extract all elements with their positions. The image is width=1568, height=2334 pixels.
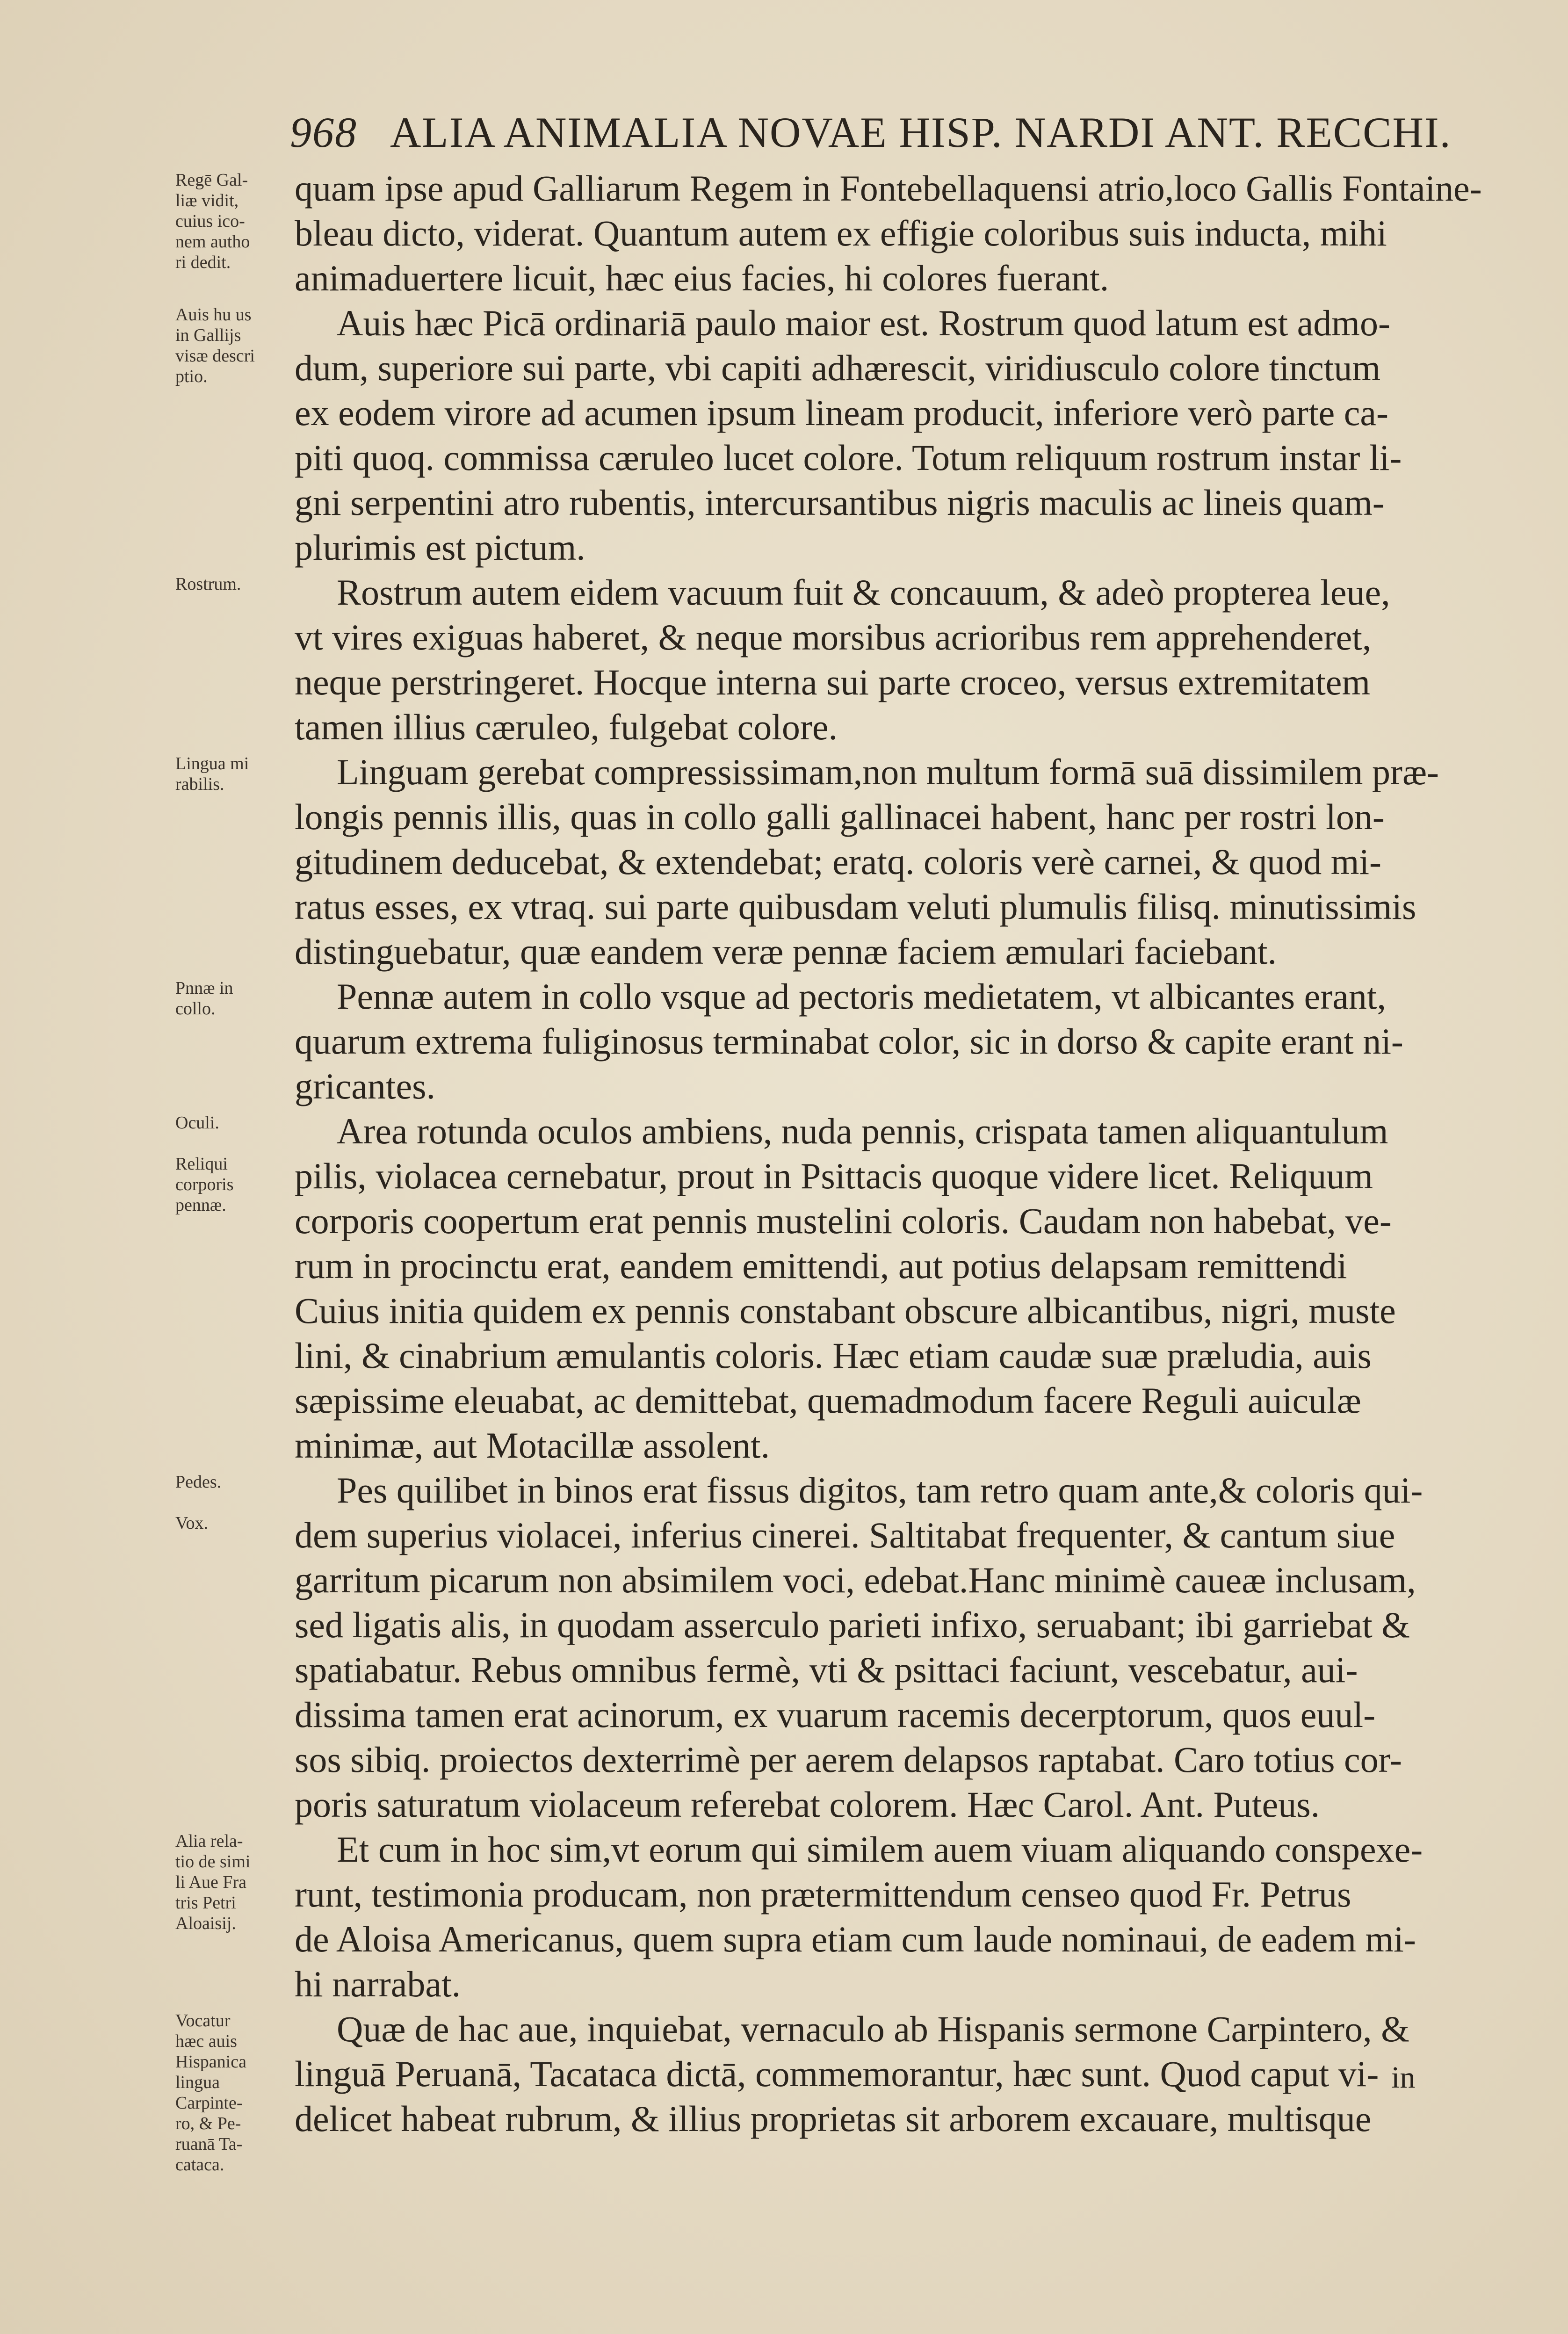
margin-note-line: visæ descri bbox=[175, 346, 255, 366]
running-title: ALIA ANIMALIA NOVAE HISP. NARDI ANT. RECCHI. bbox=[390, 108, 1452, 156]
catchword: in bbox=[1391, 2060, 1416, 2095]
margin-note-line: li Aue Fra bbox=[175, 1872, 246, 1892]
paragraph bbox=[295, 1827, 1464, 2007]
margin-note bbox=[175, 979, 290, 1020]
margin-note-line: nem autho bbox=[175, 232, 250, 252]
page-number: 968 bbox=[290, 108, 357, 156]
margin-note-line: Lingua mi bbox=[175, 754, 249, 773]
paragraph bbox=[295, 974, 1464, 1109]
text-line: pilis, violacea cernebatur, prout in Psittacis quoque videre licet. Reliquum bbox=[295, 1156, 1373, 1196]
margin-note bbox=[175, 575, 290, 595]
text-line: ex eodem virore ad acumen ipsum lineam producit, inferiore verò parte ca- bbox=[295, 392, 1389, 433]
paragraph bbox=[295, 2007, 1464, 2141]
text-line: tamen illius cæruleo, fulgebat colore. bbox=[295, 707, 838, 747]
paragraph bbox=[295, 1109, 1464, 1468]
margin-note bbox=[175, 2011, 290, 2176]
paragraph bbox=[295, 570, 1464, 750]
text-line: piti quoq. commissa cæruleo lucet colore. Totum reliquum rostrum instar li- bbox=[295, 437, 1402, 478]
text-line: lini, & cinabrium æmulantis coloris. Hæc etiam caudæ suæ præludia, auis bbox=[295, 1335, 1372, 1376]
text-line: quam ipse apud Galliarum Regem in Fontebellaquensi atrio,loco Gallis Fontaine- bbox=[295, 168, 1482, 209]
margin-note bbox=[175, 1113, 290, 1216]
text-line: Area rotunda oculos ambiens, nuda pennis, crispata tamen aliquantulum bbox=[337, 1111, 1388, 1151]
paragraph bbox=[295, 166, 1482, 301]
text-line: gricantes. bbox=[295, 1066, 436, 1106]
text-line: de Aloisa Americanus, quem supra etiam cum laude nominaui, de eadem mi- bbox=[295, 1919, 1416, 1959]
text-line: gni serpentini atro rubentis, intercursantibus nigris maculis ac lineis quam- bbox=[295, 482, 1385, 523]
margin-note-line: cuius ico- bbox=[175, 211, 245, 231]
margin-note-line: lingua bbox=[175, 2073, 220, 2092]
running-header bbox=[290, 108, 1452, 164]
margin-note-line: Alia rela- bbox=[175, 1831, 243, 1851]
margin-note-line: Aloaisij. bbox=[175, 1914, 236, 1933]
text-line: dissima tamen erat acinorum, ex vuarum racemis decerptorum, quos euul- bbox=[295, 1694, 1376, 1735]
text-line: dem superius violacei, inferius cinerei. Saltitabat frequenter, & cantum siue bbox=[295, 1515, 1395, 1555]
margin-note-line: Vox. bbox=[175, 1513, 209, 1533]
margin-note-line: collo. bbox=[175, 999, 216, 1019]
text-line: spatiabatur. Rebus omnibus fermè, vti & psittaci faciunt, vescebatur, aui- bbox=[295, 1649, 1358, 1690]
margin-note-line: tris Petri bbox=[175, 1893, 236, 1913]
text-line: Auis hæc Picā ordinariā paulo maior est. Rostrum quod latum est admo- bbox=[337, 303, 1390, 343]
margin-note-line: Reliqui bbox=[175, 1154, 228, 1174]
text-line: animaduertere licuit, hæc eius facies, hi colores fuerant. bbox=[295, 258, 1109, 298]
text-line: ratus esses, ex vtraq. sui parte quibusdam veluti plumulis filisq. minutissimis bbox=[295, 886, 1416, 927]
text-line: Quæ de hac aue, inquiebat, vernaculo ab Hispanis sermone Carpintero, & bbox=[337, 2009, 1409, 2049]
margin-note-line: rabilis. bbox=[175, 774, 224, 794]
text-line: Cuius initia quidem ex pennis constabant obscure albicantibus, nigri, muste bbox=[295, 1290, 1396, 1331]
margin-note-line: ptio. bbox=[175, 367, 208, 386]
margin-note-line: tio de simi bbox=[175, 1852, 251, 1872]
margin-note-line: Auis hu us bbox=[175, 305, 252, 325]
margin-note-line: pennæ. bbox=[175, 1195, 226, 1215]
margin-note-line: hæc auis bbox=[175, 2031, 237, 2051]
margin-note-line bbox=[175, 1493, 290, 1514]
text-line: sos sibiq. proiectos dexterrimè per aerem delapsos raptabat. Caro totius cor- bbox=[295, 1739, 1402, 1780]
text-line: Et cum in hoc sim,vt eorum qui similem auem viuam aliquando conspexe- bbox=[337, 1829, 1423, 1870]
margin-note-line: Vocatur bbox=[175, 2011, 231, 2031]
paragraph bbox=[295, 1468, 1464, 1827]
text-line: sed ligatis alis, in quodam asserculo parieti infixo, seruabant; ibi garriebat & bbox=[295, 1604, 1410, 1645]
text-line: Pes quilibet in binos erat fissus digitos, tam retro quam ante,& coloris qui- bbox=[337, 1470, 1423, 1510]
text-line: quarum extrema fuliginosus terminabat color, sic in dorso & capite erant ni- bbox=[295, 1021, 1403, 1062]
text-line: linguā Peruanā, Tacataca dictā, commemorantur, hæc sunt. Quod caput vi- bbox=[295, 2053, 1379, 2094]
text-line: plurimis est pictum. bbox=[295, 527, 585, 568]
text-line: minimæ, aut Motacillæ assolent. bbox=[295, 1425, 770, 1466]
text-line: garritum picarum non absimilem voci, edebat.Hanc minimè caueæ inclusam, bbox=[295, 1560, 1416, 1600]
margin-note-line: Pnnæ in bbox=[175, 978, 233, 998]
margin-note bbox=[175, 171, 290, 274]
text-line: rum in procinctu erat, eandem emittendi, aut potius delapsam remittendi bbox=[295, 1245, 1347, 1286]
text-line: longis pennis illis, quas in collo galli gallinacei habent, hanc per rostri lon- bbox=[295, 796, 1385, 837]
margin-note-line bbox=[175, 1134, 290, 1155]
margin-note-line: Pedes. bbox=[175, 1472, 222, 1492]
text-line: vt vires exiguas haberet, & neque morsibus acrioribus rem apprehenderet, bbox=[295, 617, 1372, 658]
margin-note-line: ruanā Ta- bbox=[175, 2134, 243, 2154]
margin-note-line: Regē Gal- bbox=[175, 170, 248, 190]
margin-note-line: Oculi. bbox=[175, 1113, 219, 1133]
margin-note bbox=[175, 305, 290, 388]
text-line: hi narrabat. bbox=[295, 1964, 461, 2004]
text-line: gitudinem deducebat, & extendebat; eratq. coloris verè carnei, & quod mi- bbox=[295, 841, 1382, 882]
margin-note-line: ri dedit. bbox=[175, 253, 231, 272]
margin-note-line: Hispanica bbox=[175, 2052, 246, 2072]
text-line: distinguebatur, quæ eandem veræ pennæ faciem æmulari faciebant. bbox=[295, 931, 1277, 972]
margin-note-line: Rostrum. bbox=[175, 574, 241, 594]
margin-note-line: in Gallijs bbox=[175, 325, 241, 345]
text-line: Linguam gerebat compressissimam,non multum formā suā dissimilem præ- bbox=[337, 752, 1439, 792]
margin-note-line: cataca. bbox=[175, 2155, 224, 2175]
text-line: delicet habeat rubrum, & illius proprietas sit arborem excauare, multisque bbox=[295, 2098, 1372, 2139]
text-line: neque perstringeret. Hocque interna sui parte croceo, versus extremitatem bbox=[295, 662, 1371, 702]
paragraph bbox=[295, 301, 1464, 570]
margin-note bbox=[175, 1473, 290, 1534]
margin-note-line: corporis bbox=[175, 1175, 234, 1194]
text-line: dum, superiore sui parte, vbi capiti adhærescit, viridiusculo colore tinctum bbox=[295, 347, 1381, 388]
text-line: runt, testimonia producam, non prætermittendum censeo quod Fr. Petrus bbox=[295, 1874, 1351, 1915]
text-line: sæpissime eleuabat, ac demittebat, quemadmodum facere Reguli auiculæ bbox=[295, 1380, 1361, 1421]
text-line: Rostrum autem eidem vacuum fuit & concauum, & adeò propterea leue, bbox=[337, 572, 1390, 613]
margin-note-line: Carpinte- bbox=[175, 2093, 243, 2113]
margin-note-line: liæ vidit, bbox=[175, 191, 239, 210]
text-line: Pennæ autem in collo vsque ad pectoris medietatem, vt albicantes erant, bbox=[337, 976, 1386, 1017]
text-line: corporis coopertum erat pennis mustelini coloris. Caudam non habebat, ve- bbox=[295, 1200, 1392, 1241]
margin-note bbox=[175, 1832, 290, 1935]
margin-note bbox=[175, 754, 290, 795]
text-line: bleau dicto, viderat. Quantum autem ex effigie coloribus suis inducta, mihi bbox=[295, 213, 1387, 253]
margin-note-line: ro, & Pe- bbox=[175, 2114, 241, 2133]
text-line: poris saturatum violaceum referebat colorem. Hæc Carol. Ant. Puteus. bbox=[295, 1784, 1320, 1825]
paragraph bbox=[295, 750, 1464, 974]
